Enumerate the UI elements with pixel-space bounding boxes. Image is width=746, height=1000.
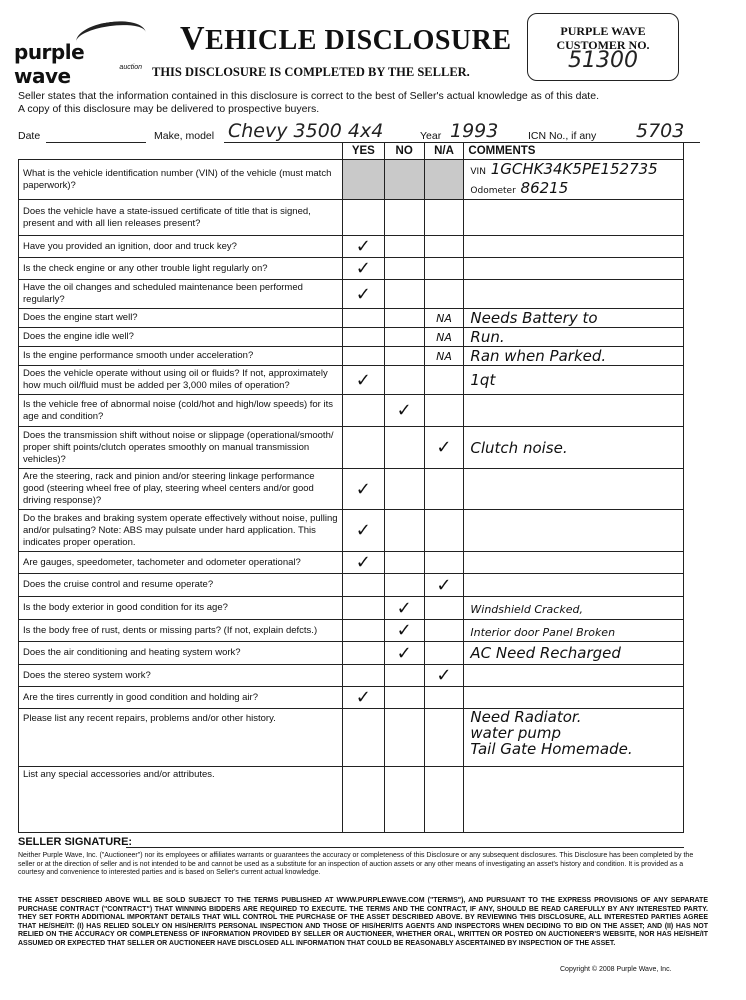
- year-label: Year: [420, 130, 442, 142]
- page-subtitle: THIS DISCLOSURE IS COMPLETED BY THE SELLER.: [152, 65, 470, 79]
- na-checkbox[interactable]: ✓: [424, 574, 464, 597]
- table-row: [19, 258, 684, 280]
- yes-checkbox[interactable]: ✓: [342, 280, 384, 309]
- disclaimer-text: Neither Purple Wave, Inc. ("Auctioneer") nor its employees or affiliates warrants or guarantees the accuracy or completeness of this Disclosure or any subsequent disclosures. This Disclosure has been completed by the seller or at the direction of seller and is not intended to be and cannot be used as a substitute for an inspection of auction assets or any other means of investigating an asset's history and condition. It is provided as a courtesy and convenience to interested parties and is based on Seller's current actual knowledge.: [18, 852, 694, 876]
- na-checkbox[interactable]: [424, 709, 464, 767]
- customer-label-2: CUSTOMER NO.: [556, 38, 650, 52]
- question-text: Is the body free of rust, dents or missing parts? (If not, explain defcts.): [19, 620, 343, 642]
- na-checkbox[interactable]: NA: [424, 347, 464, 366]
- logo-subtext: auction: [119, 64, 142, 71]
- yes-checkbox[interactable]: [342, 160, 384, 200]
- question-text: Does the vehicle have a state-issued certificate of title that is signed, present and with all lien releases present?: [19, 200, 343, 236]
- no-checkbox[interactable]: [384, 767, 424, 833]
- yes-checkbox[interactable]: [342, 309, 384, 328]
- na-checkbox[interactable]: [424, 395, 464, 427]
- no-checkbox[interactable]: [384, 552, 424, 574]
- table-row: [19, 347, 684, 366]
- comment-cell[interactable]: [464, 200, 684, 236]
- question-text: What is the vehicle identification number (VIN) of the vehicle (must match paperwork)?: [19, 160, 343, 200]
- question-text: Is the vehicle free of abnormal noise (cold/hot and high/low speeds) for its age and condition?: [19, 395, 343, 427]
- seller-signature-field[interactable]: [126, 847, 684, 848]
- question-text: Does the engine start well?: [19, 309, 343, 328]
- question-text: Does the cruise control and resume operate?: [19, 574, 343, 597]
- yes-checkbox[interactable]: ✓: [342, 552, 384, 574]
- seller-statement: Seller states that the information contained in this disclosure is correct to the best of Seller's actual knowledge as of this date. A copy of this disclosure may be delivered to prospective buyers.: [18, 90, 599, 115]
- table-row: [19, 620, 684, 642]
- na-checkbox[interactable]: [424, 687, 464, 709]
- yes-checkbox[interactable]: [342, 597, 384, 620]
- comment-text: Interior door Panel Broken: [470, 625, 616, 639]
- question-text: Is the body exterior in good condition for its age?: [19, 597, 343, 620]
- yes-checkbox[interactable]: [342, 665, 384, 687]
- header-na: N/A: [424, 143, 464, 160]
- question-text: Does the vehicle operate without using oil or fluids? If not, approximately how much oil/fluid must be added per 3,000 miles of operation?: [19, 366, 343, 395]
- table-row: [19, 469, 684, 510]
- table-row: [19, 236, 684, 258]
- odometer-value: 86215: [520, 178, 569, 197]
- comment-text: Run.: [470, 328, 505, 346]
- table-row: [19, 366, 684, 395]
- table-row: [19, 642, 684, 665]
- question-text: Is the check engine or any other trouble light regularly on?: [19, 258, 343, 280]
- table-row: [19, 574, 684, 597]
- yes-checkbox[interactable]: ✓: [342, 366, 384, 395]
- yes-checkbox[interactable]: [342, 328, 384, 347]
- comment-text: AC Need Recharged: [470, 644, 621, 662]
- no-checkbox[interactable]: [384, 574, 424, 597]
- comment-cell[interactable]: [464, 574, 684, 597]
- no-checkbox[interactable]: [384, 280, 424, 309]
- no-checkbox[interactable]: [384, 160, 424, 200]
- comment-cell[interactable]: [464, 642, 684, 665]
- comment-text: Ran when Parked.: [470, 347, 607, 365]
- question-text: Have you provided an ignition, door and truck key?: [19, 236, 343, 258]
- comment-cell[interactable]: [464, 347, 684, 366]
- question-text: Is the engine performance smooth under acceleration?: [19, 347, 343, 366]
- no-checkbox[interactable]: [384, 347, 424, 366]
- na-checkbox[interactable]: ✓: [424, 427, 464, 469]
- comment-cell[interactable]: [464, 687, 684, 709]
- na-checkbox[interactable]: [424, 258, 464, 280]
- table-row: [19, 280, 684, 309]
- no-checkbox[interactable]: [384, 258, 424, 280]
- table-row: [19, 767, 684, 833]
- table-row: [19, 200, 684, 236]
- comment-cell[interactable]: [464, 665, 684, 687]
- yes-checkbox[interactable]: [342, 620, 384, 642]
- repairs-question: Please list any recent repairs, problems and/or other history.: [19, 709, 343, 767]
- icn-value: 5703: [636, 120, 685, 142]
- page-title: VEHICLE DISCLOSURE: [180, 20, 512, 57]
- terms-text: THE ASSET DESCRIBED ABOVE WILL BE SOLD SUBJECT TO THE TERMS PUBLISHED AT WWW.PURPLEWAVE.COM ("TERMS"), AND PURSUANT TO THE EXPRESS PROVISIONS OF ANY SEPARATE PURCHASE CONTRACT ("CONTRACT") THAT WINNING BIDDERS ARE REQUIRED TO EXECUTE. THE TERMS AND THE CONTRACT, IF ANY, SHOULD BE READ CAREFULLY BY ANY INTERESTED PARTY. THEY SET FORTH ADDITIONAL IMPORTANT DETAILS THAT WILL CONTROL THE PURCHASE OF THE ASSET DESCRIBED ABOVE. BY REVIEWING THIS DISCLOSURE, ALL INTERESTED PARTIES AGREE THAT HE/SHE/IT: (I) HAS RELIED SOLELY ON HIS/HER/ITS PERSONAL INSPECTION AND THOSE OF HIS/HER/ITS AGENTS AND INSPECTORS WHEN DECIDING TO BID ON THE ASSET; AND (II) HAS NOT RELIED ON THE ACCURACY OR COMPLETENESS OF INFORMATION PROVIDED BY SELLER OR AUCTIONEER, WHETHER ORAL, WRITTEN OR POSTED ON AUCTIONEER'S WEBSITE, NOR HAS HE/SHE/IT ASSUMED OR EXPECTED THAT SELLER OR AUCTIONEER HAVE DISCLOSED ALL INFORMATION THAT COULD BE REASONABLY ASCERTAINED BY INSPECTION OF THE ASSET.: [18, 897, 708, 947]
- table-row: [19, 309, 684, 328]
- no-checkbox[interactable]: [384, 709, 424, 767]
- comment-cell[interactable]: [464, 328, 684, 347]
- na-checkbox[interactable]: NA: [424, 309, 464, 328]
- yes-checkbox[interactable]: [342, 347, 384, 366]
- no-checkbox[interactable]: [384, 366, 424, 395]
- year-value: 1993: [450, 120, 499, 142]
- question-text: Does the transmission shift without noise or slippage (operational/smooth/ proper shift points/clutch operates smoothly on manual transmission vehicles)?: [19, 427, 343, 469]
- comment-cell[interactable]: [464, 552, 684, 574]
- yes-checkbox[interactable]: [342, 395, 384, 427]
- question-text: Do the brakes and braking system operate effectively without noise, pulling and/or pulsating? Note: ABS may pulsate under hard application. This indicates proper operation.: [19, 510, 343, 552]
- table-row: [19, 427, 684, 469]
- question-text: Does the air conditioning and heating system work?: [19, 642, 343, 665]
- make-value: Chevy 3500 4x4: [228, 120, 384, 142]
- comment-cell[interactable]: [464, 469, 684, 510]
- make-label: Make, model: [154, 130, 215, 142]
- comment-cell[interactable]: [464, 160, 684, 200]
- comment-cell[interactable]: [464, 395, 684, 427]
- table-row: [19, 395, 684, 427]
- comment-text: Needs Battery to: [470, 309, 598, 327]
- yes-checkbox[interactable]: [342, 574, 384, 597]
- no-checkbox[interactable]: [384, 328, 424, 347]
- logo-text: purple wave: [14, 40, 85, 88]
- comment-cell[interactable]: [464, 258, 684, 280]
- comment-cell[interactable]: [464, 597, 684, 620]
- yes-checkbox[interactable]: [342, 709, 384, 767]
- header-yes: YES: [342, 143, 384, 160]
- customer-number-box: [527, 13, 679, 81]
- question-text: Are the steering, rack and pinion and/or steering linkage performance good (steering wheel free of play, steering wheel centers and/or good driving response)?: [19, 469, 343, 510]
- repair-line: Need Radiator.: [470, 708, 582, 726]
- comment-cell[interactable]: [464, 280, 684, 309]
- yes-checkbox[interactable]: ✓: [342, 510, 384, 552]
- na-checkbox[interactable]: [424, 200, 464, 236]
- comment-text: Windshield Cracked,: [470, 603, 583, 616]
- na-checkbox[interactable]: [424, 160, 464, 200]
- yes-checkbox[interactable]: [342, 767, 384, 833]
- na-checkbox[interactable]: [424, 469, 464, 510]
- no-checkbox[interactable]: ✓: [384, 642, 424, 665]
- na-checkbox[interactable]: [424, 366, 464, 395]
- na-checkbox[interactable]: NA: [424, 328, 464, 347]
- no-checkbox[interactable]: ✓: [384, 597, 424, 620]
- no-checkbox[interactable]: ✓: [384, 620, 424, 642]
- copyright: Copyright © 2008 Purple Wave, Inc.: [560, 966, 672, 973]
- question-text: Are the tires currently in good condition and holding air?: [19, 687, 343, 709]
- yes-checkbox[interactable]: [342, 427, 384, 469]
- comment-cell[interactable]: [464, 620, 684, 642]
- customer-number-value: 51300: [568, 48, 638, 73]
- question-text: Does the engine idle well?: [19, 328, 343, 347]
- yes-checkbox[interactable]: ✓: [342, 236, 384, 258]
- question-text: Are gauges, speedometer, tachometer and odometer operational?: [19, 552, 343, 574]
- vin-label: VIN: [470, 166, 486, 177]
- accessories-comment[interactable]: [464, 767, 684, 833]
- na-checkbox[interactable]: [424, 642, 464, 665]
- na-checkbox[interactable]: [424, 552, 464, 574]
- seller-signature-label: SELLER SIGNATURE:: [18, 836, 133, 848]
- na-checkbox[interactable]: [424, 280, 464, 309]
- purple-wave-logo: [14, 22, 144, 88]
- na-checkbox[interactable]: [424, 620, 464, 642]
- table-row: [19, 709, 684, 767]
- table-row: [19, 160, 684, 200]
- comment-cell[interactable]: [464, 427, 684, 469]
- comment-cell[interactable]: [464, 236, 684, 258]
- customer-label-1: PURPLE WAVE: [560, 24, 646, 38]
- na-checkbox[interactable]: [424, 236, 464, 258]
- yes-checkbox[interactable]: ✓: [342, 469, 384, 510]
- comment-text: Clutch noise.: [470, 438, 568, 457]
- table-row: [19, 510, 684, 552]
- no-checkbox[interactable]: ✓: [384, 395, 424, 427]
- no-checkbox[interactable]: [384, 510, 424, 552]
- no-checkbox[interactable]: [384, 687, 424, 709]
- no-checkbox[interactable]: [384, 309, 424, 328]
- table-row: [19, 687, 684, 709]
- table-row: [19, 665, 684, 687]
- comment-cell[interactable]: [464, 366, 684, 395]
- comment-cell[interactable]: [464, 510, 684, 552]
- disclosure-table: [18, 142, 684, 833]
- date-label: Date: [18, 130, 41, 142]
- na-checkbox[interactable]: [424, 767, 464, 833]
- yes-checkbox[interactable]: ✓: [342, 258, 384, 280]
- repair-line: water pump: [470, 724, 562, 742]
- odometer-label: Odometer: [470, 185, 516, 196]
- no-checkbox[interactable]: [384, 665, 424, 687]
- icn-label: ICN No., if any: [528, 130, 597, 142]
- yes-checkbox[interactable]: ✓: [342, 687, 384, 709]
- yes-checkbox[interactable]: [342, 642, 384, 665]
- table-row: [19, 328, 684, 347]
- repair-line: Tail Gate Homemade.: [470, 740, 633, 758]
- vin-value: 1GCHK34K5PE152735: [490, 159, 658, 178]
- na-checkbox[interactable]: ✓: [424, 665, 464, 687]
- repairs-comment[interactable]: [464, 709, 684, 767]
- table-row: [19, 597, 684, 620]
- accessories-question: List any special accessories and/or attributes.: [19, 767, 343, 833]
- na-checkbox[interactable]: [424, 597, 464, 620]
- no-checkbox[interactable]: [384, 236, 424, 258]
- no-checkbox[interactable]: [384, 200, 424, 236]
- no-checkbox[interactable]: [384, 469, 424, 510]
- yes-checkbox[interactable]: [342, 200, 384, 236]
- header-comments: COMMENTS: [464, 143, 684, 160]
- comment-cell[interactable]: [464, 309, 684, 328]
- header-no: NO: [384, 143, 424, 160]
- question-text: Have the oil changes and scheduled maintenance been performed regularly?: [19, 280, 343, 309]
- question-text: Does the stereo system work?: [19, 665, 343, 687]
- table-header-row: [19, 143, 684, 160]
- na-checkbox[interactable]: [424, 510, 464, 552]
- no-checkbox[interactable]: [384, 427, 424, 469]
- table-row: [19, 552, 684, 574]
- comment-text: 1qt: [470, 371, 496, 389]
